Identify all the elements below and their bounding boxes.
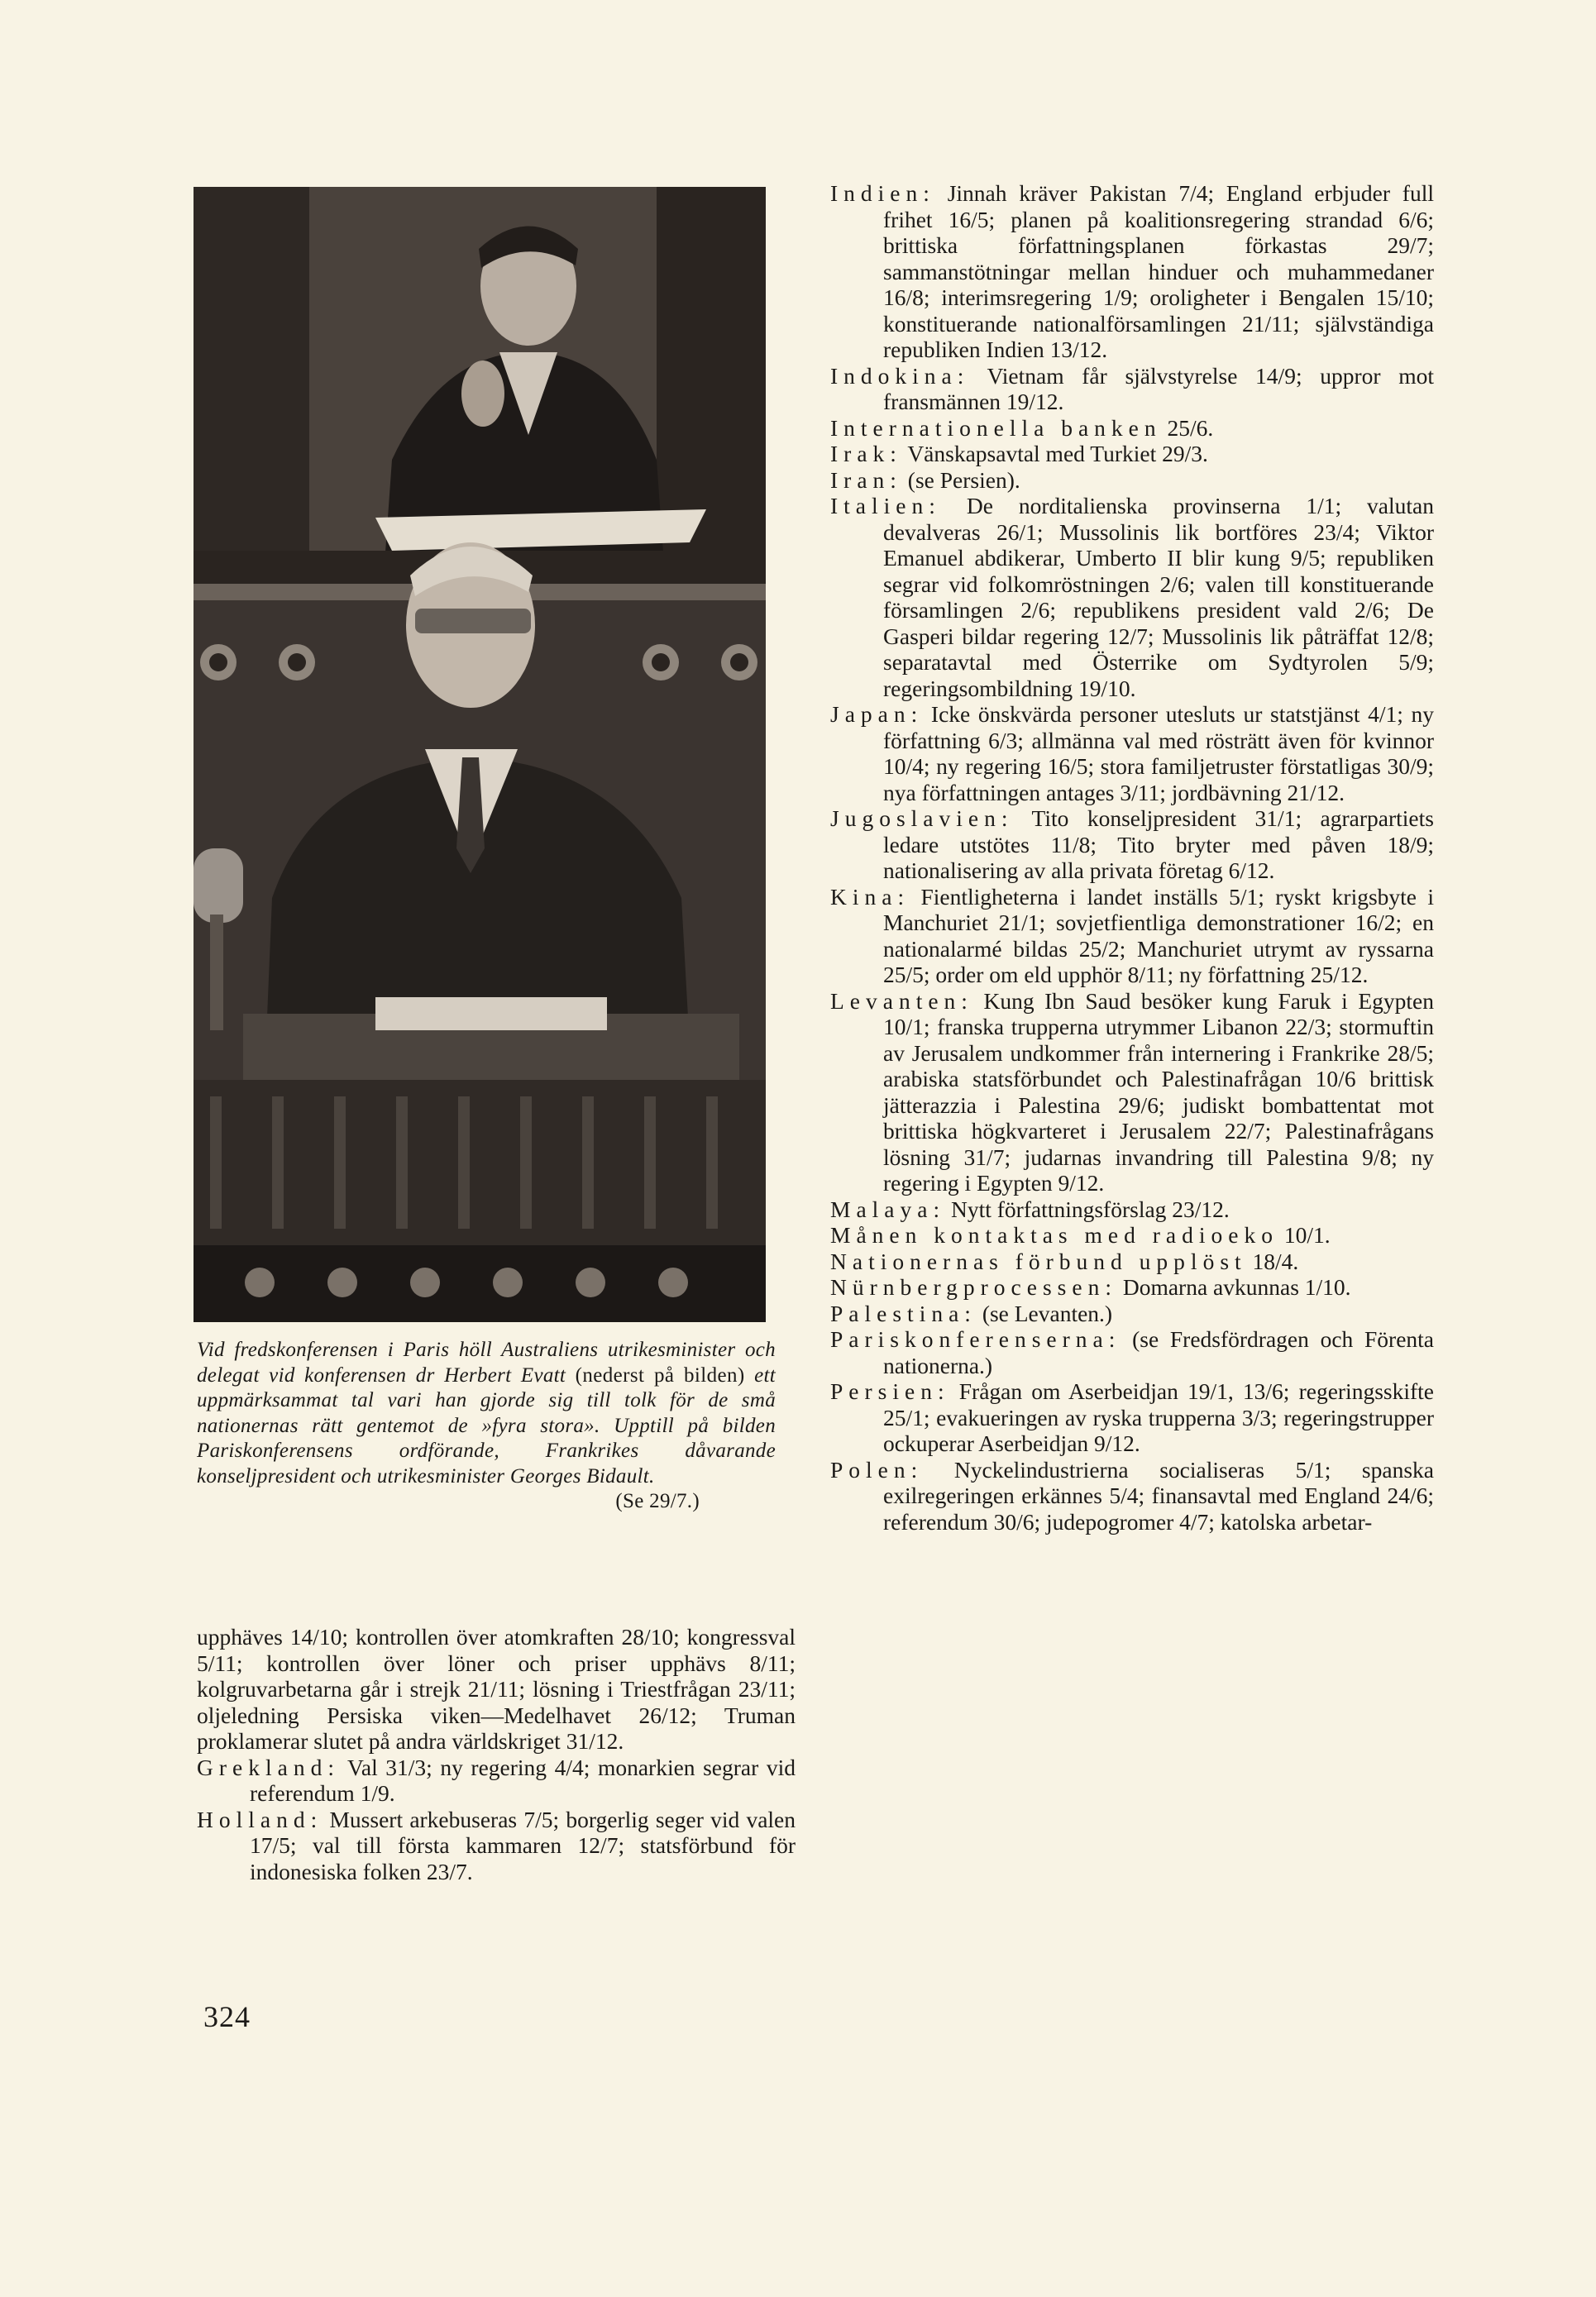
entry-heading: Indokina: (830, 362, 970, 389)
entry-text: 25/6. (1167, 414, 1214, 441)
caption-reference: (Se 29/7.) (615, 1490, 700, 1512)
entry-nurnbergprocessen (830, 1274, 1434, 1301)
entry-heading: Iran: (830, 466, 902, 493)
entry-heading: Grekland: (197, 1754, 340, 1780)
entry-text: 18/4. (1252, 1248, 1299, 1274)
entry-text: De norditalienska provinserna 1/1; valutan devalveras 26/1; Mussolinis lik bortföres 23/4; Viktor Emanuel abdikerar, Umberto II blir kung 9/5; republiken segrar vid folkomröstningen 2/6; valen till konstituerande församlingen 2/6; republikens president vald 2/6; De Gasperi bildar regering 12/7; Mussolinis lik påträffat 12/8; separatavtal med Österrike om Sydtyrolen 5/9; regeringsombildning 19/10. (883, 493, 1435, 701)
entry-heading: Indien: (830, 180, 935, 206)
entry-heading: Internationella banken (830, 414, 1162, 441)
entry-heading: Palestina: (830, 1300, 977, 1326)
entry-kina (830, 884, 1434, 988)
entry-text: (se Persien). (907, 466, 1020, 493)
entry-text: (se Levanten.) (982, 1300, 1113, 1326)
caption-text-2: ett uppmärksammat tal vari han gjorde sig till tolk för de små nationernas rätt gentemot de »fyra stora». Upptill på bilden Pariskonferensens ordförande, Frankrikes dåvarande konseljpresident och utrikesminister Georges Bidault. (197, 1363, 776, 1488)
entry-heading: Levanten: (830, 987, 973, 1014)
entry-grekland (197, 1755, 796, 1807)
entry-text: Val 31/3; ny regering 4/4; monarkien segrar vid referendum 1/9. (250, 1754, 796, 1806)
continuation-paragraph: upphäves 14/10; kontrollen över atomkraften 28/10; kongressval 5/11; kontrollen över löner och priser upphävs 8/11; kolgruvarbetarna går i strejk 21/11; lösning i Triestfrågan 23/11; oljeledning Persiska viken—Medelhavet 26/12; Truman proklamerar slutet på andra världskriget 31/12. (197, 1624, 796, 1754)
entry-heading: Persien: (830, 1378, 950, 1404)
entry-internationella-banken (830, 415, 1434, 442)
photo-illustration (194, 187, 766, 1322)
entry-heading: Irak: (830, 441, 902, 466)
entry-malaya (830, 1196, 1434, 1223)
entry-heading: Månen kontaktas med radioeko (830, 1222, 1278, 1248)
entry-text: Mussert arkebuseras 7/5; borgerlig seger vid valen 17/5; val till första kammaren 12/7; statsförbund för indonesiska folken 23/7. (250, 1806, 796, 1884)
entry-italien (830, 493, 1434, 701)
entry-heading: Nationernas förbund upplöst (830, 1248, 1247, 1274)
entry-levanten (830, 988, 1434, 1196)
page-number: 324 (203, 2000, 251, 2033)
entry-heading: Jugoslavien: (830, 805, 1014, 831)
entry-iran (830, 467, 1434, 494)
entry-text: Domarna avkunnas 1/10. (1122, 1274, 1351, 1300)
entry-text: Vietnam får självstyrelse 14/9; uppror mot fransmännen 19/12. (883, 362, 1434, 414)
entry-heading: Malaya: (830, 1196, 946, 1222)
entry-text: Icke önskvärda personer utesluts ur statstjänst 4/1; ny författning 6/3; allmänna val med rösträtt även för kvinnor 10/4; ny regering 16/5; stora familjetruster förstatligas 30/9; nya författningen antages 3/11; jordbävning 21/12. (883, 701, 1435, 805)
entry-text: (se Fredsfördragen och Förenta nationerna.) (883, 1326, 1434, 1378)
caption-text-1: Vid fredskonferensen i Paris höll Australiens utrikesminister och delegat vid konferensen dr Herbert Evatt (197, 1339, 776, 1387)
entry-nationernas-forbund (830, 1249, 1434, 1275)
entry-jugoslavien (830, 805, 1434, 884)
entry-text: Frågan om Aserbeidjan 19/1, 13/6; regeringsskifte 25/1; evakueringen av ryska trupperna 3/3; regeringstrupper ockuperar Aserbeidjan 9/12. (883, 1378, 1434, 1456)
entry-manen (830, 1222, 1434, 1249)
entry-holland (197, 1807, 796, 1885)
entry-polen (830, 1457, 1434, 1535)
entry-text: Nytt författningsförslag 23/12. (950, 1196, 1230, 1222)
entry-heading: Kina: (830, 883, 910, 910)
entry-text: Tito konseljpresident 31/1; agrarpartiets ledare utstötes 11/8; Tito bryter med påven 18/9; nationalisering av alla privata företag 6/12. (883, 805, 1434, 883)
entry-heading: Nürnbergprocessen: (830, 1274, 1117, 1300)
entry-text: Kung Ibn Saud besöker kung Faruk i Egypten 10/1; franska trupperna utrymmer Libanon 22/3; stormuftin av Jerusalem undkommer från internering i Frankrike 28/5; arabiska statsförbundet och Palestinafrågan 10/6 brittisk jätterazzia i Palestina 29/6; judiskt bombattentat mot brittiska högkvarteret i Jerusalem 22/7; Palestinafrågans lösning 31/7; judarnas invandring till Palestina 9/8; ny regering i Egypten 9/12. (883, 987, 1435, 1196)
photo-caption (197, 1338, 776, 1515)
entry-heading: Italien: (830, 493, 941, 518)
entry-japan (830, 701, 1434, 805)
photograph (194, 187, 766, 1322)
entry-heading: Holland: (197, 1806, 323, 1832)
entry-pariskonferenserna (830, 1326, 1434, 1378)
entry-heading: Pariskonferenserna: (830, 1326, 1121, 1352)
right-column (830, 180, 1434, 1535)
entry-text: Nyckelindustrierna socialiseras 5/1; spanska exilregeringen erkännes 5/4; finansavtal med England 24/6; referendum 30/6; judepogromer 4/7; katolska arbetar- (883, 1456, 1434, 1535)
entry-text: Jinnah kräver Pakistan 7/4; England erbjuder full frihet 16/5; planen på koalitionsregering strandad 6/6; brittiska författningsplanen förkastas 29/7; sammanstötningar mellan hinduer och muhammedaner 16/8; interimsregering 1/9; oroligheter i Bengalen 15/10; konstituerande nationalförsamlingen 21/11; självständiga republiken Indien 13/12. (883, 180, 1434, 362)
entry-heading: Polen: (830, 1456, 924, 1483)
entry-palestina (830, 1301, 1434, 1327)
left-column (197, 1624, 796, 1884)
entry-text: 10/1. (1283, 1222, 1331, 1248)
entry-indokina (830, 363, 1434, 415)
entry-irak (830, 441, 1434, 467)
entry-indien (830, 180, 1434, 363)
entry-persien (830, 1378, 1434, 1457)
entry-text: Vänskapsavtal med Turkiet 29/3. (907, 441, 1208, 466)
entry-text: Fientligheterna i landet inställs 5/1; ryskt krigsbyte i Manchuriet 21/1; sovjetfientliga demonstrationer 16/2; en nationalarmé bildas 25/2; Manchuriet utrymt av ryssarna 25/5; order om eld upphör 8/11; ny författning 25/12. (883, 883, 1435, 987)
caption-upright-text: (nederst på bilden) (575, 1363, 745, 1387)
entry-heading: Japan: (830, 701, 924, 727)
